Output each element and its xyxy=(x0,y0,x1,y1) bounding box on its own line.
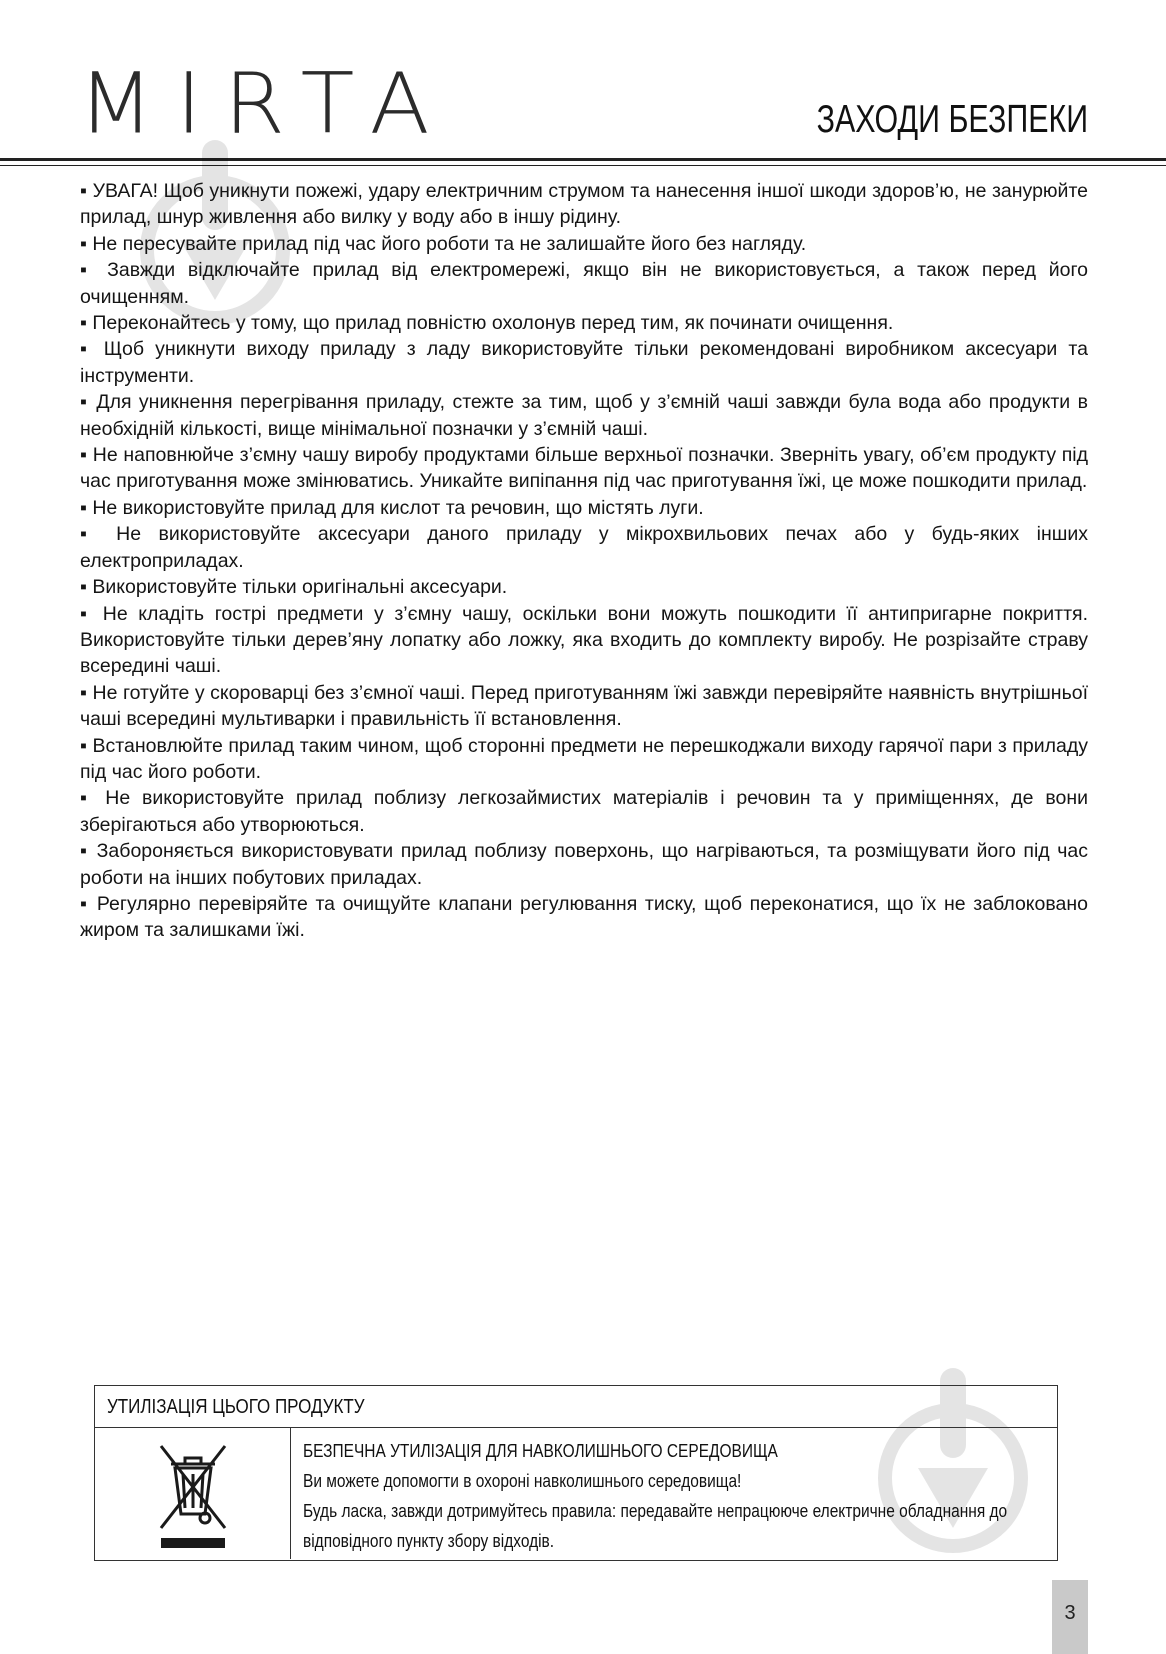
safety-item: ▪ Не використовуйте прилад для кислот та речовин, що містять луги. xyxy=(80,496,704,519)
disposal-heading: УТИЛІЗАЦІЯ ЦЬОГО ПРОДУКТУ xyxy=(95,1386,1057,1428)
safety-item: ▪ Не готуйте у скороварці без з’ємної чаші. Перед приготуванням їжі завжди перевіряйте наявність внутрішньої чаші всередині мультиварки і правильність її встановлення. xyxy=(80,681,1088,731)
disposal-box xyxy=(94,1385,1058,1561)
safety-item: ▪ Регулярно перевіряйте та очищуйте клапани регулювання тиску, щоб переконатися, що їх не заблоковано жиром та залишками їжі. xyxy=(80,892,1088,942)
page-number-tab xyxy=(1052,1580,1088,1654)
safety-item: ▪ Встановлюйте прилад таким чином, щоб сторонні предмети не перешкоджали виходу гарячої пари з приладу під час його роботи. xyxy=(80,734,1088,783)
safety-item: ▪ Не кладіть гострі предмети у з’ємну чашу, оскільки вони можуть пошкодити її антипригарне покриття. Використовуйте тільки дерев’яну лопатку або ложку, яка входить до комплекту виробу. Не розрізайте страву всередині чаші. xyxy=(80,602,1088,678)
disposal-icon-cell xyxy=(95,1428,291,1559)
disposal-line: Будь ласка, завжди дотримуйтесь правила: передавайте непрацююче електричне обладнання до xyxy=(303,1501,1008,1521)
safety-item: ▪ Для уникнення перегрівання приладу, стежте за тим, щоб у з’ємній чаші завжди була вода або продукти в необхідній кількості, вище мінімальної позначки у з’ємній чаші. xyxy=(80,391,1088,440)
page-title: ЗАХОДИ БЕЗПЕКИ xyxy=(816,98,1088,141)
disposal-text xyxy=(303,1436,1047,1556)
safety-instructions xyxy=(80,178,1088,944)
crossed-out-wheelie-bin-icon xyxy=(153,1438,233,1550)
safety-item: ▪ Використовуйте тільки оригінальні аксесуари. xyxy=(80,576,508,599)
disposal-line: Ви можете допомогти в охороні навколишнього середовища! xyxy=(303,1471,742,1491)
safety-item: ▪ Не наповнюйче з’ємну чашу виробу продуктами більше верхньої позначки. Зверніть увагу, об’єм продукту під час приготування може змінюватись. Уникайте випіпання під час приготування їжі, це може пошкодити прилад. xyxy=(80,444,1088,493)
safety-item: ▪ Завжди відключайте прилад від електромережі, якщо він не використовується, а також перед його очищенням. xyxy=(80,259,1088,308)
brand-logo: MIRTA xyxy=(78,54,452,153)
safety-item: ▪ Щоб уникнути виходу приладу з ладу використовуйте тільки рекомендовані виробником аксесуари та інструменти. xyxy=(80,338,1088,387)
safety-item: ▪ Забороняється використовувати прилад поблизу поверхонь, що нагріваються, та розміщувати його під час роботи на інших побутових приладах. xyxy=(80,840,1088,889)
page-number: 3 xyxy=(1064,1602,1076,1624)
safety-item: ▪ УВАГА! Щоб уникнути пожежі, удару електричним струмом та нанесення іншої шкоди здоров’ю, не занурюйте прилад, шнур живлення або вилку у воду або в іншу рідину. xyxy=(80,180,1088,229)
disposal-subheading: БЕЗПЕЧНА УТИЛІЗАЦІЯ ДЛЯ НАВКОЛИШНЬОГО СЕРЕДОВИЩА xyxy=(303,1441,778,1461)
safety-item: ▪ Не пересувайте прилад під час його роботи та не залишайте його без нагляду. xyxy=(80,232,807,255)
disposal-line: відповідного пункту збору відходів. xyxy=(303,1531,555,1551)
safety-item: ▪ Переконайтесь у тому, що прилад повністю охолонув перед тим, як починати очищення. xyxy=(80,312,894,335)
safety-item: ▪ Не використовуйте аксесуари даного приладу у мікрохвильових печах або у будь-яких інших електроприладах. xyxy=(80,523,1088,572)
safety-item: ▪ Не використовуйте прилад поблизу легкозаймистих матеріалів і речовин та у приміщеннях, де вони зберігаються або утворюються. xyxy=(80,787,1088,836)
